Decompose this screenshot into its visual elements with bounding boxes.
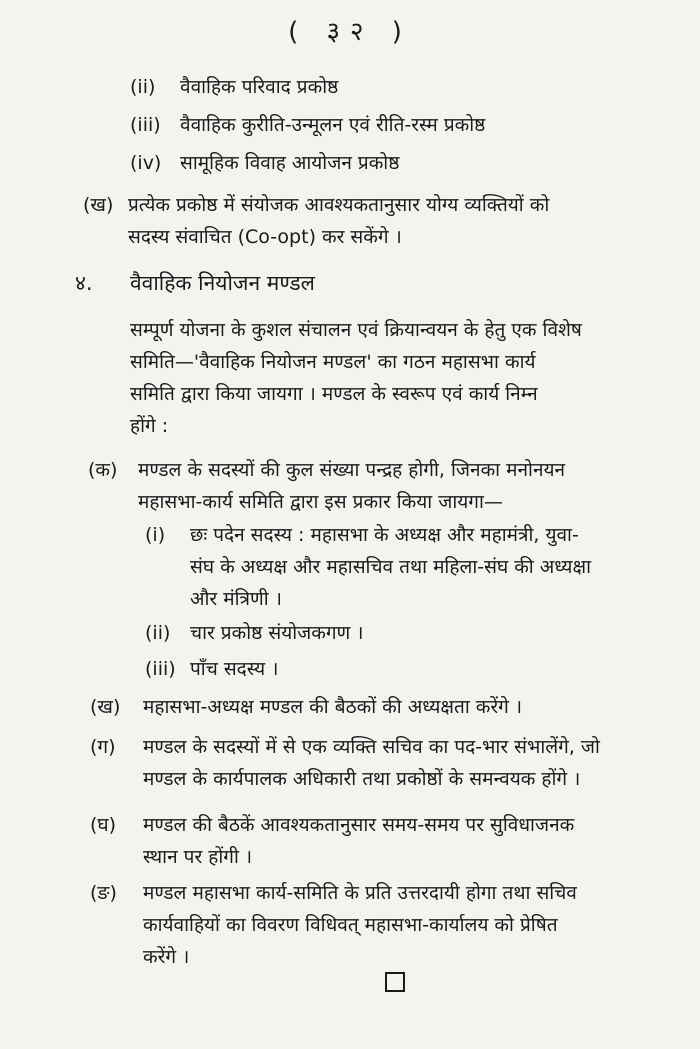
list-marker: (ii): [145, 622, 171, 644]
clause-marker: (ख): [90, 696, 121, 718]
list-item: वैवाहिक परिवाद प्रकोष्ठ: [180, 76, 339, 98]
section-title: वैवाहिक नियोजन मण्डल: [130, 271, 315, 295]
section-number: ४.: [75, 271, 93, 295]
clause-marker: (ख): [83, 194, 114, 216]
clause-line: मण्डल के सदस्यों में से एक व्यक्ति सचिव का पद-भार संभालेंगे, जो: [143, 736, 600, 758]
clause-line: महासभा-कार्य समिति द्वारा इस प्रकार किया जायगा—: [138, 491, 503, 513]
list-item: चार प्रकोष्ठ संयोजकगण ।: [190, 622, 364, 644]
clause-line: महासभा-अध्यक्ष मण्डल की बैठकों की अध्यक्षता करेंगे ।: [143, 696, 523, 718]
clause-marker: (घ): [90, 814, 117, 836]
list-marker: (iv): [130, 152, 162, 174]
list-item: और मंत्रिणी ।: [190, 588, 282, 610]
clause-marker: (ग): [90, 736, 116, 758]
paragraph-line: होंगे :: [130, 415, 169, 437]
list-marker: (ii): [130, 76, 156, 98]
clause-line: कार्यवाहियों का विवरण विधिवत् महासभा-कार्यालय को प्रेषित: [143, 914, 558, 936]
list-marker: (iii): [145, 658, 176, 680]
clause-line: करेंगे ।: [143, 946, 190, 968]
list-item: छः पदेन सदस्य : महासभा के अध्यक्ष और महामंत्री, युवा-: [190, 524, 579, 546]
paragraph-line: समिति द्वारा किया जायगा । मण्डल के स्वरूप एवं कार्य निम्न: [130, 383, 538, 405]
clause-line: सदस्य संवाचित (Co-opt) कर सकेंगे ।: [128, 226, 402, 248]
clause-marker: (क): [88, 459, 118, 481]
clause-line: प्रत्येक प्रकोष्ठ में संयोजक आवश्यकतानुसार योग्य व्यक्तियों को: [128, 194, 550, 216]
clause-line: मण्डल की बैठकें आवश्यकतानुसार समय-समय पर सुविधाजनक: [143, 814, 575, 836]
page-number: ( ३२ ): [288, 17, 412, 47]
list-item: सामूहिक विवाह आयोजन प्रकोष्ठ: [180, 152, 400, 174]
list-item: संघ के अध्यक्ष और महासचिव तथा महिला-संघ की अध्यक्षा: [190, 556, 591, 578]
end-mark-icon: [385, 972, 405, 992]
clause-line: मण्डल के कार्यपालक अधिकारी तथा प्रकोष्ठों के समन्वयक होंगे ।: [143, 768, 581, 790]
list-marker: (iii): [130, 114, 161, 136]
list-item: पाँच सदस्य ।: [190, 658, 279, 680]
paragraph-line: सम्पूर्ण योजना के कुशल संचालन एवं क्रियान्वयन के हेतु एक विशेष: [130, 319, 582, 341]
clause-line: मण्डल महासभा कार्य-समिति के प्रति उत्तरदायी होगा तथा सचिव: [143, 882, 577, 904]
paragraph-line: समिति—'वैवाहिक नियोजन मण्डल' का गठन महासभा कार्य: [130, 351, 536, 373]
clause-marker: (ङ): [90, 882, 117, 904]
list-item: वैवाहिक कुरीति-उन्मूलन एवं रीति-रस्म प्रकोष्ठ: [180, 114, 486, 136]
list-marker: (i): [145, 524, 166, 546]
clause-line: स्थान पर होंगी ।: [143, 846, 253, 868]
clause-line: मण्डल के सदस्यों की कुल संख्या पन्द्रह होगी, जिनका मनोनयन: [138, 459, 566, 481]
